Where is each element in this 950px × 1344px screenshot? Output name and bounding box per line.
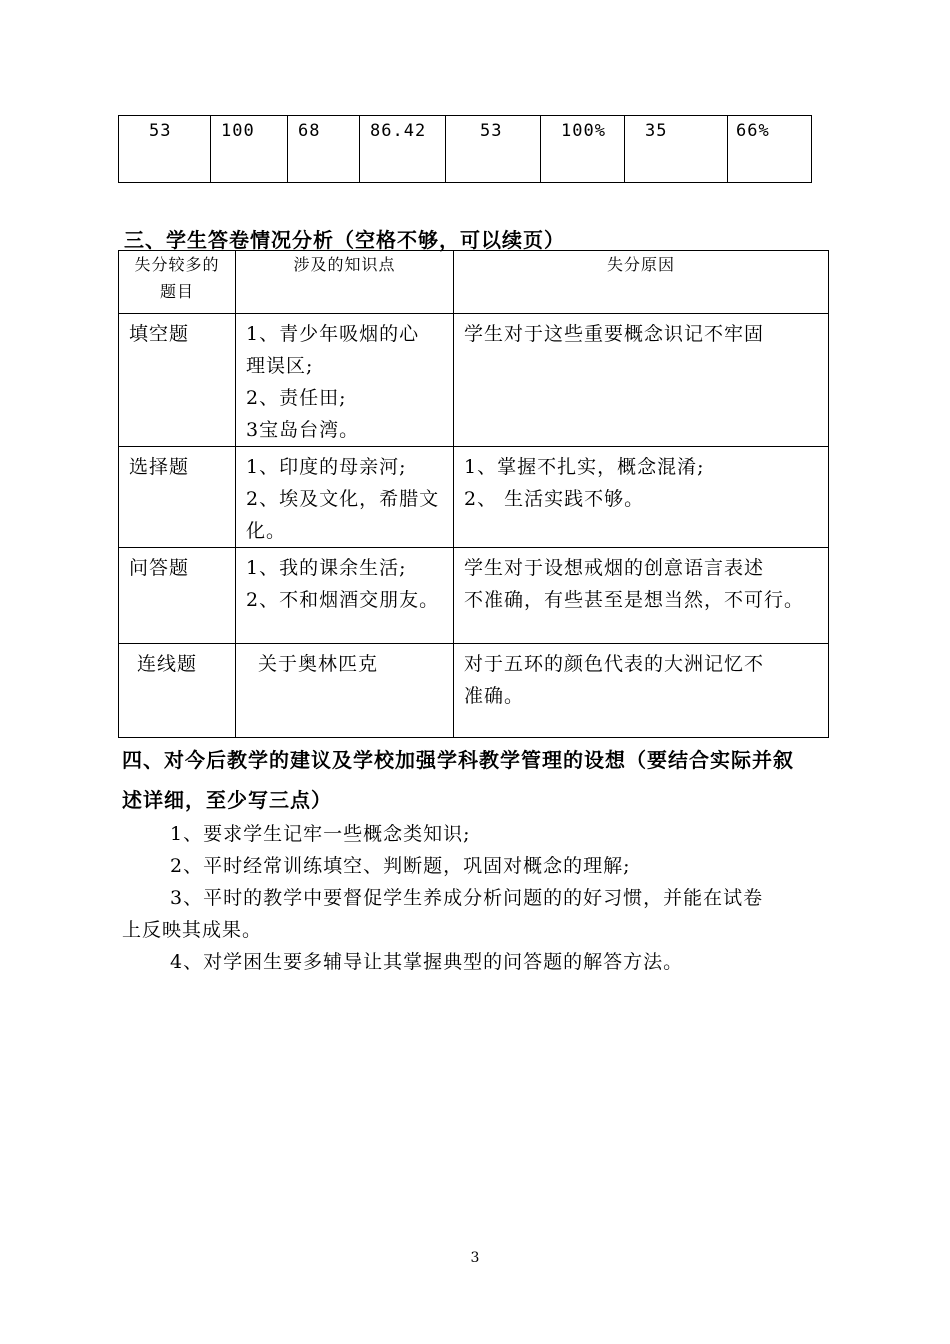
question-type: 连线题 <box>119 644 236 738</box>
knowledge-points: 关于奥林匹克 <box>236 644 454 738</box>
loss-reason: 学生对于设想戒烟的创意语言表述 不准确，有些甚至是想当然，不可行。 <box>454 548 829 644</box>
score-cell: 100% <box>541 116 625 183</box>
analysis-row <box>119 447 829 548</box>
score-row <box>119 116 812 183</box>
score-cell: 53 <box>446 116 541 183</box>
knowledge-points: 1、青少年吸烟的心 理误区; 2、责任田; 3宝岛台湾。 <box>236 314 454 447</box>
loss-reason: 对于五环的颜色代表的大洲记忆不 准确。 <box>454 644 829 738</box>
score-cell: 66% <box>728 116 812 183</box>
knowledge-points: 1、印度的母亲河; 2、埃及文化，希腊文 化。 <box>236 447 454 548</box>
analysis-row <box>119 644 829 738</box>
suggestions-list <box>122 818 834 978</box>
knowledge-points: 1、我的课余生活; 2、不和烟酒交朋友。 <box>236 548 454 644</box>
loss-reason: 1、掌握不扎实，概念混淆; 2、 生活实践不够。 <box>454 447 829 548</box>
header-reason: 失分原因 <box>454 251 829 314</box>
header-question: 失分较多的 题目 <box>119 251 236 314</box>
suggestion-item-continued: 上反映其成果。 <box>122 919 263 941</box>
question-type: 填空题 <box>119 314 236 447</box>
score-cell: 68 <box>288 116 360 183</box>
suggestion-item: 2、平时经常训练填空、判断题，巩固对概念的理解; <box>170 855 631 877</box>
question-type: 问答题 <box>119 548 236 644</box>
score-cell: 53 <box>119 116 211 183</box>
section3-title: 三、学生答卷情况分析（空格不够，可以续页） <box>124 228 565 252</box>
score-cell: 100 <box>211 116 288 183</box>
score-cell: 35 <box>625 116 728 183</box>
suggestion-item: 4、对学困生要多辅导让其掌握典型的问答题的解答方法。 <box>170 951 684 973</box>
score-cell: 86.42 <box>360 116 446 183</box>
suggestion-item: 3、平时的教学中要督促学生养成分析问题的的好习惯，并能在试卷 <box>170 887 764 909</box>
analysis-header-row <box>119 251 829 314</box>
score-table <box>118 115 812 183</box>
section4-title: 四、对今后教学的建议及学校加强学科教学管理的设想（要结合实际并叙 述详细，至少写三点） <box>122 748 794 812</box>
analysis-table <box>118 250 829 738</box>
question-type: 选择题 <box>119 447 236 548</box>
analysis-row <box>119 548 829 644</box>
suggestion-item: 1、要求学生记牢一些概念类知识; <box>170 823 471 845</box>
loss-reason: 学生对于这些重要概念识记不牢固 <box>454 314 829 447</box>
page-number: 3 <box>470 1250 480 1266</box>
header-knowledge: 涉及的知识点 <box>236 251 454 314</box>
analysis-row <box>119 314 829 447</box>
